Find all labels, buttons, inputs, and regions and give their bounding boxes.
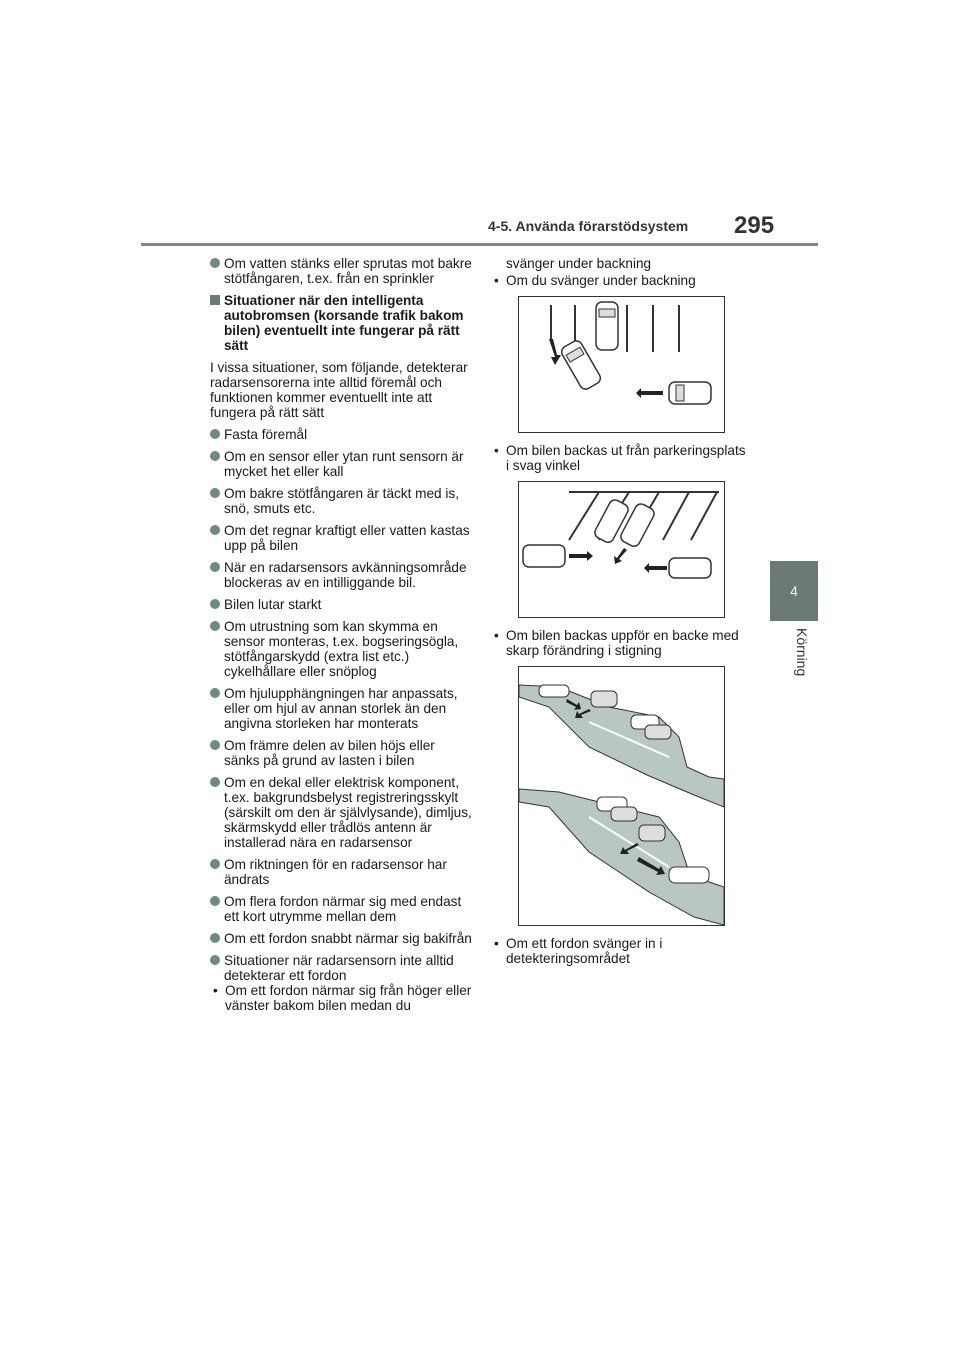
section-title: 4-5. Använda förarstödsystem — [488, 218, 689, 234]
list-item: Situationer när radarsensorn inte alltid detekterar ett fordon — [210, 953, 472, 983]
bullet-icon — [210, 451, 220, 461]
list-item: Om flera fordon närmar sig med endast ett kort utrymme mellan dem — [210, 894, 472, 924]
bullet-icon — [210, 488, 220, 498]
reversing-turn-illustration — [519, 297, 724, 432]
bullet-icon — [210, 777, 220, 787]
figure-angled-parking — [518, 481, 725, 618]
bullet-icon — [210, 525, 220, 535]
list-item: När en radarsensors avkänningsområde blockeras av en intilliggande bil. — [210, 560, 472, 590]
bullet-icon — [210, 859, 220, 869]
sub-item-continuation: svänger under backning — [506, 256, 652, 271]
page-number: 295 — [734, 212, 775, 239]
header-divider — [141, 243, 818, 246]
list-item: Om det regnar kraftigt eller vatten kastas upp på bilen — [210, 523, 472, 553]
angled-parking-illustration — [519, 482, 724, 617]
figure-reversing-turn — [518, 296, 725, 433]
sub-item: • Om ett fordon svänger in i detekteringsområdet — [494, 936, 663, 966]
bullet-icon — [210, 599, 220, 609]
sub-item: • Om ett fordon närmar sig från höger eller vänster bakom bilen medan du — [213, 983, 472, 1013]
sub-item: • Om bilen backas uppför en backe med skarp förändring i stigning — [494, 628, 739, 658]
bullet-icon — [210, 562, 220, 572]
list-item: Om vatten stänks eller sprutas mot bakre stötfångaren, t.ex. från en sprinkler — [210, 256, 472, 286]
dot-bullet-icon: • — [494, 936, 499, 951]
chapter-number: 4 — [790, 583, 798, 599]
square-bullet-icon — [210, 295, 220, 305]
left-column — [210, 256, 472, 1013]
slope-illustration — [519, 667, 724, 925]
dot-bullet-icon: • — [213, 983, 218, 998]
dot-bullet-icon: • — [494, 628, 499, 643]
dot-bullet-icon: • — [494, 443, 499, 458]
bullet-icon — [210, 429, 220, 439]
bullet-icon — [210, 896, 220, 906]
list-item: Om utrustning som kan skymma en sensor monteras, t.ex. bogseringsögla, stötfångarskydd (extra list etc.) cykelhållare eller snöplog — [210, 619, 472, 679]
list-item: Fasta föremål — [210, 427, 472, 442]
right-column — [491, 256, 746, 966]
list-item: Om en dekal eller elektrisk komponent, t.ex. bakgrundsbelyst registreringsskylt (särskilt om den är självlysande), dimljus, skärmskydd eller trådlös antenn är installerad nära en radarsensor — [210, 775, 472, 850]
figure-slope — [518, 666, 725, 926]
list-item: Bilen lutar starkt — [210, 597, 472, 612]
chapter-label: Körning — [794, 628, 810, 677]
list-item: Om främre delen av bilen höjs eller sänks på grund av lasten i bilen — [210, 738, 472, 768]
bullet-icon — [210, 621, 220, 631]
bullet-icon — [210, 933, 220, 943]
list-item: Om en sensor eller ytan runt sensorn är mycket het eller kall — [210, 449, 472, 479]
list-item: Om hjulupphängningen har anpassats, eller om hjul av annan storlek än den angivna storleken har monterats — [210, 686, 472, 731]
list-item: Om bakre stötfångaren är täckt med is, snö, smuts etc. — [210, 486, 472, 516]
chapter-tab[interactable] — [770, 561, 818, 621]
subsection-heading: Situationer när den intelligenta autobromsen (korsande trafik bakom bilen) eventuellt inte fungerar på rätt sätt — [210, 293, 472, 353]
sub-item: • Om bilen backas ut från parkeringsplats i svag vinkel — [494, 443, 746, 473]
bullet-icon — [210, 258, 220, 268]
bullet-icon — [210, 955, 220, 965]
dot-bullet-icon: • — [494, 273, 499, 288]
bullet-icon — [210, 688, 220, 698]
intro-paragraph: I vissa situationer, som följande, detekterar radarsensorerna inte alltid föremål och funktionen kommer eventuellt inte att fungera på rätt sätt — [210, 360, 468, 420]
bullet-icon — [210, 740, 220, 750]
list-item: Om riktningen för en radarsensor har ändrats — [210, 857, 472, 887]
list-item: Om ett fordon snabbt närmar sig bakifrån — [210, 931, 472, 946]
sub-item: • Om du svänger under backning — [494, 273, 696, 288]
